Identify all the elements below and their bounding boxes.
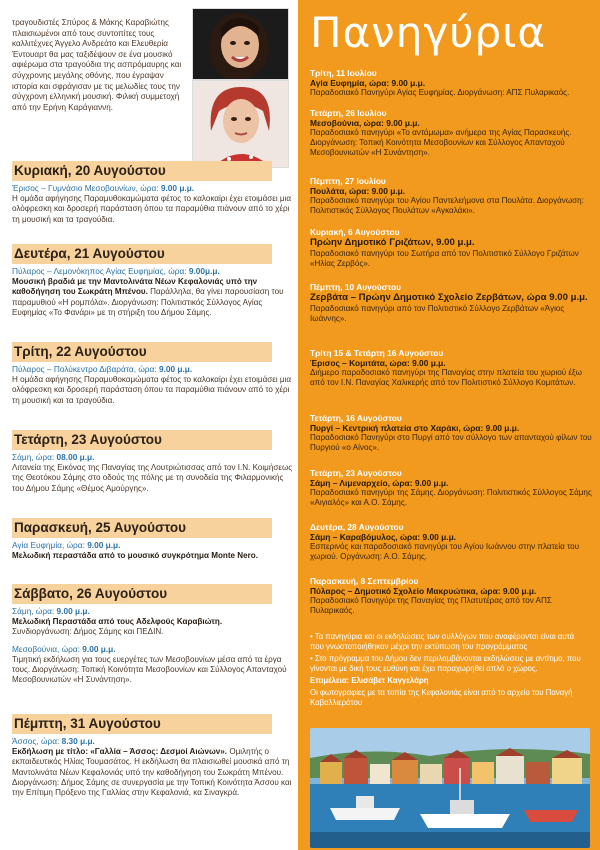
event-meta: Πύλαρος – Λεμονόκηπος Αγίας Ευφημίας, ώρα: 9.00μ.μ. [12,266,220,276]
photo-credit: Οι φωτογραφίες με τα τοπία της Κεφαλονιάς είναι από το αρχείο του Παναγή Καβαλλιεράτου [310,688,573,707]
notes-block [310,632,590,710]
harbor-photo [310,728,590,848]
note-2: • Στο πρόγραμμα του Δήμου δεν περιλαμβάνονται εκδηλώσεις με αντίτιμο, που γίνονται με δική τους ευθύνη και έχει παραχωρηθεί απλά ο χώρος. [310,654,581,673]
event-meta: Αγία Ευφημία, ώρα: 9.00 μ.μ. [12,540,121,550]
editor-credit: Επιμέλεια: Ελισάβετ Καγγελάρη [310,676,429,685]
event-description: Μελωδική περαστάδα από το μουσικό συγκρότημα Monte Nero. [12,551,258,560]
festival-item: Τετάρτη, 26 Ιουλίου Μεσοβούνια, ώρα: 9.00 μ.μ. Παραδοσιακό πανηγύρι «Το αντάμωμα» ανήμερα της Αγίας Παρασκευής. Διοργάνωση: Τοπική Κοινότητα Μεσοβουνίων και Σύλλογος Απανταχού Μεσοβουνιωτών «Η Συνάντηση». [310,108,572,157]
section-header: Τετάρτη, 23 Αυγούστου [12,430,272,450]
festival-item: Τρίτη, 11 Ιουλίου Αγία Ευφημία, ώρα: 9.00 μ.μ. Παραδοσιακό Πανηγύρι Αγίας Ευφημίας. Διοργάνωση: ΑΠΣ Πυλαρικαός. [310,68,570,97]
festival-item: Παρασκευή, 8 Σεπτεμβρίου Πύλαρος – Δημοτικό Σχολείο Μακρυώτικα, ώρα: 9.00 μ.μ. Παραδοσιακό Πανηγύρι της Παναγίας της Πλατυτέρας από τον ΑΠΣ Πυλαρικαός. [310,576,552,615]
left-column [0,0,298,850]
event-section-mon-21 [12,244,294,318]
event-meta: Πύλαρος – Πολύκεντρο Διβαράτα, ώρα: 9.00 μ.μ. [12,364,193,374]
event-description: Η ομάδα αφήγησης Παραμυθοκαμώματα φέτος το καλοκαίρι έχει ετοιμάσει μια ολόφρεσκη και δροσερή παράσταση όπου τα παραμύθια πιάνουν από το χέρι τη μουσική και τα τραγούδια. [12,375,292,405]
festival-item: Τετάρτη, 23 Αυγούστου Σάμη – Λιμεναρχείο, ώρα: 9.00 μ.μ. Παραδοσιακό πανηγύρι της Σάμης. Διοργάνωση: Πολιτιστικός Σύλλογος Σάμης «Αιγιαλός» και Α.Ο. Σάμης. [310,468,592,507]
event-section-thu-31 [12,714,294,798]
festival-item: Τετάρτη, 16 Αυγούστου Πυργί – Κεντρική πλατεία στο Χαράκι, ώρα: 9.00 μ.μ. Παραδοσιακό Πανηγύρι στο Πυργί από τον σύλλογο των απανταχού φίλων του Πυργιού «ο Αίνος». [310,413,592,452]
event-description-2: Τιμητική εκδήλωση για τους ευεργέτες των Μεσοβουνίων μέσα από τα έργα τους. Διοργάνωση: Τοπική Κοινότητα Μεσοβουνίων και Σύλλογος Απανταχού Μεσοβουνιωτών «Η Συνάντηση». [12,654,287,685]
note-1: • Τα πανηγύρια και οι εκδηλώσεις των συλλόγων που αναφέρονται είναι αυτά που γνωστοποιήθηκαν μέχρι την εκτύπωση του προγράμματος [310,632,575,651]
event-meta: Έρισος – Γυμνάσιο Μεσοβουνίων, ώρα: 9.00 μ.μ. [12,183,195,193]
section-header: Παρασκευή, 25 Αυγούστου [12,518,272,538]
event-section-sun-20 [12,161,294,225]
event-description: Συνδιοργάνωση: Δήμος Σάμης και ΠΕΔΙΝ. [12,627,164,637]
event-meta: Σάμη, ώρα: 08.00 μ.μ. [12,452,95,462]
singer-photo-2 [192,80,289,168]
festival-item: Τρίτη 15 & Τετάρτη 16 Αυγούστου Έρισος – Κομιτάτα, ώρα: 9.00 μ.μ. Διήμερο παραδοσιακό πανηγύρι της Παναγίας στην πλατεία του χωριού έξω από τον Ι.Ν. Παναγίας Χαλικερής από τον Πολιτιστικό Σύλλογο Κομιτάτων. [310,348,582,387]
event-section-sat-26 [12,584,294,685]
event-description: Λιτανεία της Εικόνας της Παναγίας της Λουτριώτισσας από τον Ι.Ν. Κοιμήσεως της Θεοτόκου Σάμης στο οδούς της πόλης με τη συνοδεία της Φιλαρμονικής του Δήμου Σάμης «Θέμος Αμούργης». [12,463,293,493]
event-meta-2: Μεσοβούνια, ώρα: 9.00 μ.μ. [12,643,116,654]
page-title: Πανηγύρια [310,8,547,57]
festival-item: Κυριακή, 6 Αυγούστου Πρώην Δημοτικό Γριζάτων, 9.00 μ.μ. Παραδοσιακό πανηγύρι του Σωτήρα από τον Πολιτιστικό Σύλλογο Γριζάτων «Ηλίας Ζερβός». [310,227,579,268]
singer-photo-1 [192,8,289,80]
intro-text: τραγουδιστές Σπύρος & Μάκης Καραβιώτης πλαισιωμένοι από τους συντοπίτες τους καλλιτέχνες Άγγελο Ανδρεάτο και Ελευθερία Έντουαρτ θα μας ταξιδέψουν σε ένα μουσικό αφιέρωμα στα τραγούδια της ασπρόμαυρης και σύγχρονης μεγάλης οθόνης, που έγραψαν ιστορία και σφράγισαν με τις μελωδίες τους την σύγχρονη ελληνική μουσική. Φιλική συμμετοχή από την Ερήνη Καράγιαννη. [12,18,182,112]
festival-item: Πέμπτη, 10 Αυγούστου Ζερβάτα – Πρώην Δημοτικό Σχολείο Ζερβάτων, ώρα 9.00 μ.μ. Παραδοσιακό πανηγύρι από τον Πολιτιστικό Σύλλογο Ζερβάτων «Άγιος Ιωάννης». [310,282,588,323]
event-section-wed-23 [12,430,294,494]
event-description: Μουσική βραδιά με την Μαντολινάτα Νέων Κεφαλονιάς υπό την καθοδήγηση του Σωκράτη Μπένου. Παράλληλα, θα γίνει παρουσίαση του παραμυθιού «Η ρομπόλα». Διοργάνωση: Πολιτιστικός Σύλλογος Αγίας Ευφημίας «Το Φανάρι» με τη στήριξη του Δήμου Σάμης. [12,277,284,317]
event-section-fri-25 [12,518,294,561]
festival-item: Πέμπτη, 27 Ιουλίου Πουλάτα, ώρα: 9.00 μ.μ. Παραδοσιακό πανηγύρι του Αγίου Παντελεήμονα στα Πουλάτα. Διοργάνωση: Πολιτιστικός Σύλλογος Πουλάτων «Αγκαλάκι». [310,176,584,215]
event-meta: Άσσος, ώρα: 8.30 μ.μ. [12,736,95,746]
section-header: Πέμπτη, 31 Αυγούστου [12,714,272,734]
section-header: Κυριακή, 20 Αυγούστου [12,161,272,181]
section-header: Δευτέρα, 21 Αυγούστου [12,244,272,264]
festival-item: Δευτέρα, 28 Αυγούστου Σάμη – Καραβόμυλος, ώρα: 9.00 μ.μ. Εσπερινός και παραδοσιακό πανηγύρι του Αγίου Ιωάννου στην πλατεία του χωριού. Οργάνωση: Α.Ο. Σάμης. [310,522,580,561]
event-meta: Σάμη, ώρα: 9.00 μ.μ. [12,606,90,616]
section-header: Σάββατο, 26 Αυγούστου [12,584,272,604]
event-description: Εκδήλωση με τίτλο: «Γαλλία – Άσσος: Δεσμοί Αιώνων». Ομιλητής ο εκπαιδευτικός Ηλίας Τουμασάτος. Η εκδήλωση θα πλαισιωθεί μουσικά από τη Μαντολινάτα Νέων Κεφαλονιάς υπό την καθοδήγηση του Σωκράτη Μπένου. Διοργάνωση: Δήμος Σάμης σε συνεργασία με την Τοπική Κοινότητα Άσσου και την Επίτιμη Πρόξενο της Γαλλίας στην Κεφαλονιά, κα Σιναγκρά. [12,747,292,798]
section-header: Τρίτη, 22 Αυγούστου [12,342,272,362]
event-description: Η ομάδα αφήγησης Παραμυθοκαμώματα φέτος το καλοκαίρι έχει ετοιμάσει μια ολόφρεσκη και δροσερή παράσταση όπου τα παραμύθια πιάνουν από το χέρι τη μουσική και τα τραγούδια. [12,194,292,224]
event-title: Μελωδική Περαστάδα από τους Αδελφούς Καραβιώτη. [12,617,223,626]
event-section-tue-22 [12,342,294,406]
